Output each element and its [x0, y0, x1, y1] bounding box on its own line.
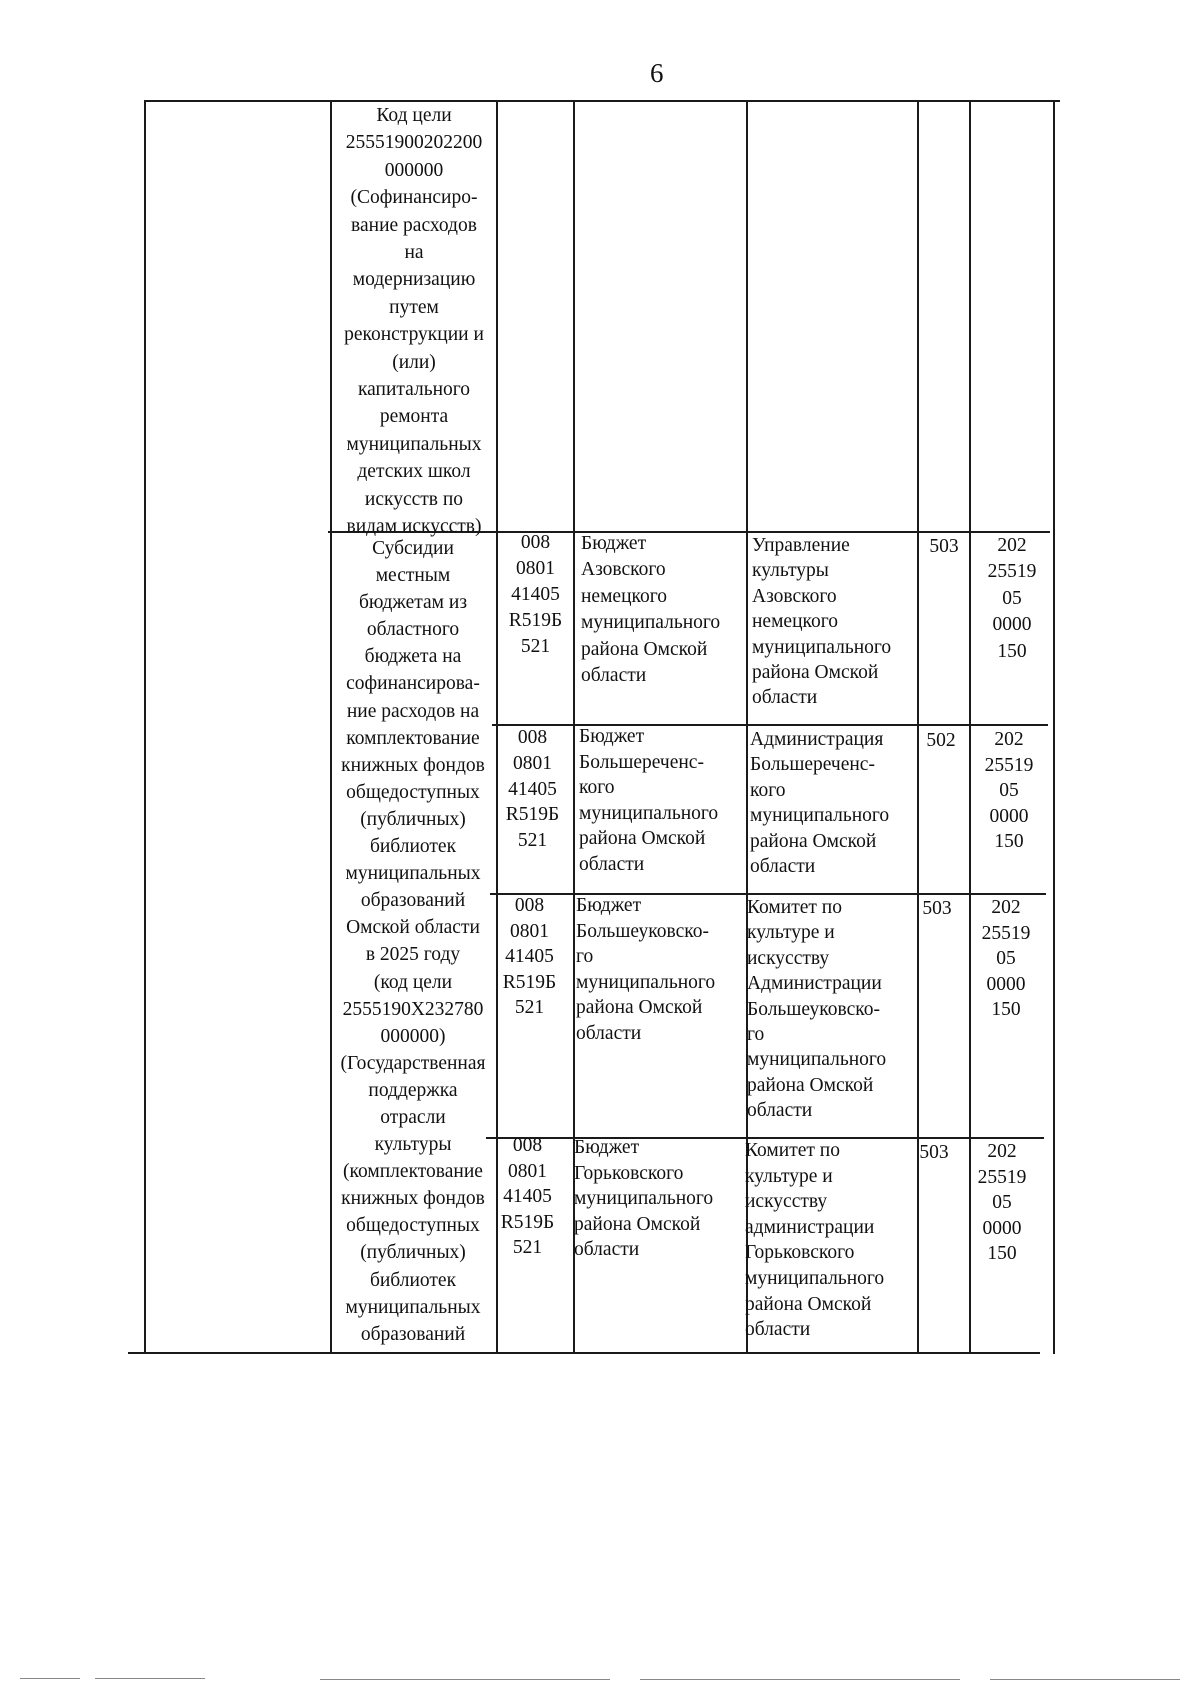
code-line: 008	[517, 727, 548, 748]
goal-code-line: детских школ	[357, 461, 471, 483]
recipient-budget	[574, 1135, 740, 1263]
recipient-line: немецкого	[752, 611, 839, 633]
subsidy-line: 2555190Х232780	[342, 998, 484, 1020]
recipient-line: го	[747, 1024, 765, 1046]
recipient-line: культуре и	[747, 922, 835, 944]
code-line: 008	[514, 895, 545, 916]
recipient-line: искусству	[745, 1191, 828, 1213]
goal-code-line: ремонта	[379, 406, 449, 428]
subsidy-line: областного	[366, 619, 460, 641]
income-code-line: 150	[994, 831, 1024, 853]
recipient-line: администрации	[745, 1216, 875, 1238]
goal-code-line: (Софинансиро-	[350, 187, 478, 209]
administrator-code: 502	[926, 730, 956, 751]
subsidy-line: библиотек	[369, 1269, 457, 1291]
income-code-line: 25519	[977, 1166, 1027, 1188]
subsidy-line: отрасли	[380, 1106, 446, 1128]
row-separator	[492, 724, 1048, 726]
subsidy-line: муниципальных	[345, 1296, 481, 1318]
income-code-line: 25519	[981, 922, 1031, 944]
recipient-line: Администрации	[747, 973, 882, 995]
subsidy-line: 000000)	[380, 1025, 446, 1047]
code-line: 008	[520, 532, 551, 553]
recipient-line: области	[747, 1100, 813, 1122]
recipient-line: района Омской	[750, 830, 877, 852]
recipient-line: муниципального	[752, 636, 892, 658]
income-code-line: 202	[994, 729, 1024, 750]
income-code-line: 202	[991, 897, 1021, 918]
recipient-line: Большереченс-	[750, 754, 875, 776]
budget-classification-code	[498, 530, 573, 660]
budget-classification-code	[494, 725, 571, 854]
administrator-code: 503	[919, 1142, 949, 1163]
budget-line: области	[581, 665, 647, 687]
subsidy-line: Субсидии	[372, 538, 454, 559]
recipient-line: культуры	[752, 560, 829, 582]
goal-code-line: на	[404, 242, 424, 264]
recipient-line: Комитет по	[747, 897, 842, 918]
subsidy-line: (публичных)	[360, 1242, 466, 1264]
budget-line: Азовского	[581, 559, 666, 581]
subsidy-line: (код цели	[373, 971, 453, 993]
budget-line: муниципального	[576, 971, 716, 993]
budget-line: Бюджет	[574, 1137, 640, 1158]
code-line: R519Б	[505, 804, 560, 826]
goal-code-line: путем	[389, 296, 439, 318]
income-classification-code	[971, 533, 1053, 665]
goal-code-line: капитального	[357, 379, 471, 401]
income-classification-code	[959, 1139, 1045, 1267]
budget-line: муниципального	[581, 612, 721, 634]
goal-code-cell	[334, 102, 494, 541]
page-number: 6	[650, 58, 664, 88]
income-code-line: 150	[987, 1243, 1017, 1265]
income-code-line: 05	[992, 1192, 1012, 1214]
code-line: R519Б	[502, 971, 557, 993]
recipient-line: культуре и	[745, 1165, 833, 1187]
subsidy-line: местным	[375, 565, 451, 587]
subsidy-line: бюджета на	[364, 646, 462, 668]
recipient-budget	[581, 531, 745, 689]
subsidy-line: ние расходов на	[346, 700, 480, 722]
subsidy-line: (публичных)	[360, 808, 466, 830]
administrator-code: 503	[929, 536, 959, 557]
subsidy-line: общедоступных	[346, 1215, 480, 1237]
code-line: 41405	[505, 946, 554, 968]
recipient-line: района Омской	[747, 1074, 874, 1096]
budget-line: го	[576, 946, 594, 968]
goal-code-line: искусств по	[364, 488, 464, 510]
subsidy-line: образований	[360, 890, 466, 912]
subsidy-line: поддержка	[368, 1079, 458, 1101]
goal-code-line: 25551900202200	[345, 132, 483, 154]
recipient-line: искусству	[747, 947, 830, 969]
budget-line: Бюджет	[576, 895, 642, 916]
subsidy-line: муниципальных	[345, 863, 481, 885]
budget-line: Бюджет	[581, 533, 647, 554]
recipient-line: Управление	[752, 535, 850, 556]
code-line: 008	[512, 1135, 543, 1156]
recipient-line: муниципального	[750, 805, 890, 827]
budget-line: района Омской	[581, 638, 708, 660]
recipient-authority	[745, 1138, 913, 1343]
budget-line: Большереченс-	[579, 751, 704, 773]
subsidy-line: Омской области	[346, 917, 480, 939]
code-line: 41405	[508, 778, 557, 800]
budget-line: Большеуковско-	[576, 920, 709, 942]
code-line: 521	[520, 636, 551, 657]
recipient-line: муниципального	[745, 1267, 885, 1289]
income-code-line: 150	[997, 640, 1027, 662]
income-code-line: 0000	[989, 805, 1029, 827]
budget-line: области	[574, 1239, 640, 1261]
subsidy-line: (Государственная	[340, 1052, 486, 1074]
code-line: 0801	[510, 920, 549, 942]
recipient-authority	[747, 895, 915, 1124]
recipient-line: Комитет по	[745, 1140, 840, 1161]
code-line: 0801	[508, 1160, 547, 1182]
goal-code-line: (или)	[392, 351, 436, 373]
income-code-line: 25519	[984, 754, 1034, 776]
income-classification-code	[967, 727, 1051, 855]
table-bottom-border	[128, 1352, 1040, 1354]
table-right-border	[1053, 100, 1055, 1354]
income-code-line: 05	[1002, 587, 1022, 609]
goal-code-line: 000000	[384, 159, 444, 181]
budget-line: области	[579, 853, 645, 875]
recipient-line: области	[752, 687, 818, 709]
code-line: 0801	[516, 558, 555, 579]
recipient-line: Азовского	[752, 585, 837, 607]
budget-line: немецкого	[581, 585, 668, 607]
budget-line: района Омской	[574, 1213, 701, 1235]
income-code-line: 0000	[992, 614, 1032, 636]
subsidy-line: софинансирова-	[346, 673, 480, 695]
code-line: 0801	[513, 752, 552, 774]
recipient-line: района Омской	[745, 1293, 872, 1315]
budget-line: муниципального	[579, 802, 719, 824]
subsidy-description-cell	[332, 535, 494, 1348]
income-code-line: 202	[987, 1141, 1017, 1162]
administrator-code: 503	[922, 898, 952, 919]
recipient-line: Администрация	[750, 729, 884, 750]
subsidy-line: книжных фондов	[341, 754, 485, 776]
recipient-authority	[750, 727, 916, 879]
goal-code-line: Код цели	[376, 105, 452, 126]
subsidy-line: образований	[360, 1323, 466, 1345]
budget-line: кого	[579, 777, 615, 799]
recipient-line: района Омской	[752, 662, 879, 684]
budget-line: муниципального	[574, 1188, 714, 1210]
code-line: 41405	[503, 1186, 552, 1208]
recipient-line: области	[745, 1319, 811, 1341]
subsidy-line: в 2025 году	[365, 944, 461, 966]
code-line: 41405	[511, 584, 560, 605]
recipient-budget	[579, 724, 744, 878]
table-top-border	[146, 100, 1060, 102]
code-line: R519Б	[508, 610, 563, 631]
budget-classification-code	[488, 1133, 567, 1261]
code-line: R519Б	[500, 1211, 555, 1233]
recipient-line: Большеуковско-	[747, 998, 880, 1020]
goal-code-line: модернизацию	[352, 269, 476, 291]
income-code-line: 150	[991, 999, 1021, 1021]
code-line: 521	[517, 830, 548, 852]
table-left-border	[144, 100, 146, 1354]
income-code-line: 05	[996, 948, 1016, 970]
subsidy-line: общедоступных	[346, 781, 480, 803]
subsidy-line: библиотек	[369, 836, 457, 858]
goal-code-line: реконструкции и	[344, 324, 484, 346]
budget-classification-code	[490, 893, 569, 1021]
budget-line: Горьковского	[574, 1162, 684, 1184]
income-classification-code	[963, 895, 1049, 1023]
goal-code-line: муниципальных	[346, 433, 482, 455]
subsidy-line: книжных фондов	[341, 1188, 485, 1210]
recipient-line: области	[750, 856, 816, 878]
income-code-line: 05	[999, 780, 1019, 802]
code-line: 521	[514, 997, 545, 1019]
recipient-line: муниципального	[747, 1049, 887, 1071]
recipient-line: Горьковского	[745, 1242, 855, 1264]
subsidy-line: (комплектование	[343, 1161, 483, 1183]
budget-line: района Омской	[576, 997, 703, 1019]
income-code-line: 0000	[986, 973, 1026, 995]
goal-code-line: вание расходов	[351, 214, 477, 236]
subsidy-line: бюджетам из	[358, 592, 468, 614]
code-line: 521	[512, 1237, 543, 1259]
goal-code-line: видам искусств)	[346, 516, 482, 538]
budget-line: области	[576, 1022, 642, 1044]
recipient-line: кого	[750, 779, 786, 801]
income-code-line: 0000	[982, 1217, 1022, 1239]
budget-line: района Омской	[579, 828, 706, 850]
subsidy-line: культуры	[374, 1134, 452, 1156]
recipient-budget	[576, 893, 742, 1047]
income-code-line: 202	[997, 535, 1027, 556]
recipient-authority	[752, 533, 916, 711]
budget-line: Бюджет	[579, 726, 645, 747]
income-code-line: 25519	[987, 561, 1037, 583]
subsidy-line: комплектование	[346, 727, 480, 749]
